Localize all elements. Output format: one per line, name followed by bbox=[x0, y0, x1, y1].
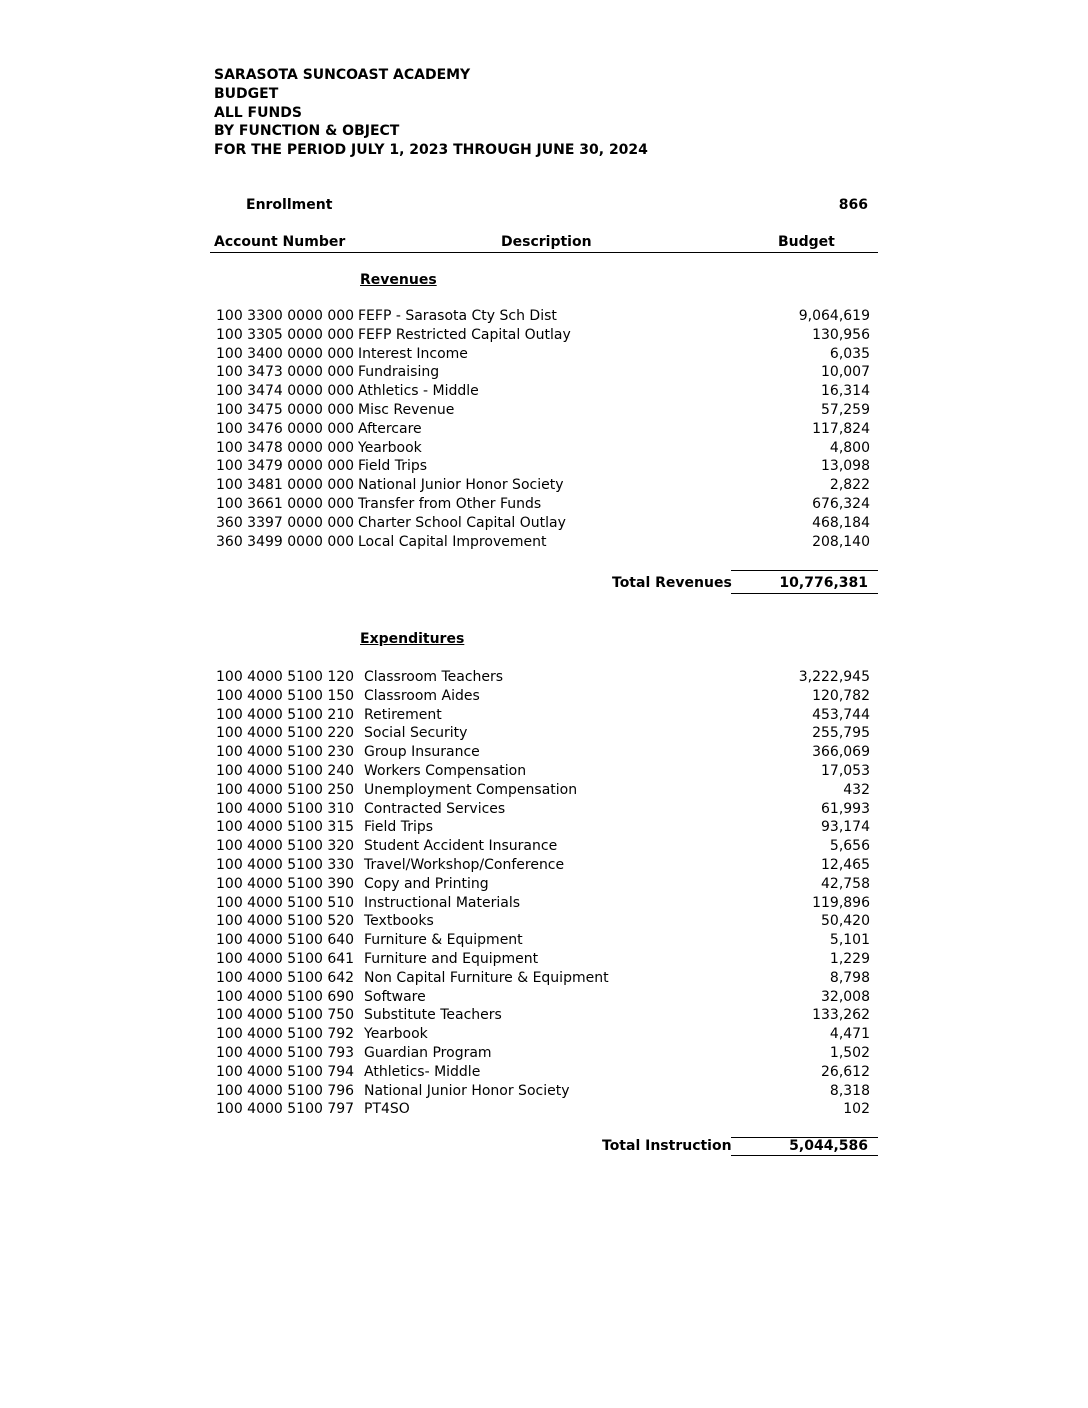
budget-amount: 5,656 bbox=[829, 838, 870, 855]
line-description: Furniture & Equipment bbox=[364, 932, 523, 949]
budget-amount: 6,035 bbox=[829, 345, 870, 362]
line-description: Textbooks bbox=[364, 913, 434, 930]
account-number: 100 4000 5100 120 bbox=[216, 669, 355, 685]
account-number: 100 4000 5100 315 bbox=[216, 819, 355, 836]
budget-amount: 1,229 bbox=[829, 950, 870, 967]
budget-amount: 16,314 bbox=[821, 383, 870, 400]
budget-line-row bbox=[216, 800, 870, 819]
account-number: 100 4000 5100 150 bbox=[216, 687, 355, 704]
account-number: 100 3475 0000 000 bbox=[216, 401, 355, 418]
expenditures-title: Expenditures bbox=[360, 631, 465, 647]
account-number: 100 3474 0000 000 bbox=[216, 383, 355, 400]
account-number: 100 4000 5100 794 bbox=[216, 1063, 355, 1080]
budget-line-row bbox=[216, 706, 870, 725]
line-description: Charter School Capital Outlay bbox=[358, 514, 566, 531]
revenues-title: Revenues bbox=[360, 272, 437, 288]
line-description: Group Insurance bbox=[364, 744, 480, 761]
budget-amount: 32,008 bbox=[821, 988, 870, 1005]
total-revenues-label: Total Revenues bbox=[612, 575, 732, 591]
budget-line-row bbox=[216, 514, 870, 533]
account-number: 100 4000 5100 520 bbox=[216, 913, 355, 930]
line-description: Retirement bbox=[364, 706, 442, 723]
budget-line-row bbox=[216, 668, 870, 687]
account-number: 100 3478 0000 000 bbox=[216, 439, 355, 456]
header-rule bbox=[210, 252, 878, 253]
budget-line-row bbox=[216, 495, 870, 514]
budget-line-row bbox=[216, 931, 870, 950]
line-description: Substitute Teachers bbox=[364, 1007, 502, 1024]
line-description: Misc Revenue bbox=[358, 401, 455, 418]
account-number: 100 4000 5100 640 bbox=[216, 932, 355, 949]
account-number: 360 3397 0000 000 bbox=[216, 514, 355, 531]
line-description: Social Security bbox=[364, 725, 468, 742]
revenues-total-rule-top bbox=[731, 570, 878, 571]
line-description: Field Trips bbox=[358, 458, 428, 475]
budget-amount: 119,896 bbox=[812, 894, 870, 911]
budget-amount: 120,782 bbox=[812, 687, 870, 704]
line-description: Contracted Services bbox=[364, 800, 506, 817]
account-number: 100 4000 5100 792 bbox=[216, 1026, 355, 1043]
line-description: PT4SO bbox=[364, 1101, 410, 1118]
line-description: Guardian Program bbox=[364, 1044, 492, 1061]
account-number: 100 3473 0000 000 bbox=[216, 364, 355, 381]
line-description: Yearbook bbox=[364, 1026, 428, 1043]
account-number: 100 3305 0000 000 bbox=[216, 326, 355, 343]
report-grouping: BY FUNCTION & OBJECT bbox=[214, 123, 400, 140]
line-description: Transfer from Other Funds bbox=[358, 495, 542, 512]
account-number: 100 3479 0000 000 bbox=[216, 458, 355, 475]
account-number: 100 4000 5100 310 bbox=[216, 800, 355, 817]
budget-line-row bbox=[216, 1082, 870, 1101]
expenditures-list bbox=[216, 668, 870, 1119]
budget-amount: 366,069 bbox=[812, 744, 870, 761]
report-header bbox=[214, 66, 648, 160]
budget-line-row bbox=[216, 912, 870, 931]
budget-amount: 102 bbox=[843, 1101, 870, 1118]
account-number: 100 4000 5100 796 bbox=[216, 1082, 355, 1099]
line-description: Interest Income bbox=[358, 345, 468, 362]
line-description: Non Capital Furniture & Equipment bbox=[364, 969, 609, 986]
line-description: Classroom Teachers bbox=[364, 669, 504, 685]
budget-amount: 61,993 bbox=[821, 800, 870, 817]
budget-line-row bbox=[216, 345, 870, 364]
line-description: Workers Compensation bbox=[364, 762, 527, 779]
budget-line-row bbox=[216, 988, 870, 1007]
budget-amount: 50,420 bbox=[821, 913, 870, 930]
budget-amount: 3,222,945 bbox=[798, 669, 870, 685]
budget-line-row bbox=[216, 439, 870, 458]
budget-line-row bbox=[216, 1044, 870, 1063]
budget-amount: 93,174 bbox=[821, 819, 870, 836]
budget-line-row bbox=[216, 894, 870, 913]
line-description: Instructional Materials bbox=[364, 894, 521, 911]
line-description: Local Capital Improvement bbox=[358, 533, 547, 550]
line-description: Unemployment Compensation bbox=[364, 781, 578, 798]
line-description: FEFP Restricted Capital Outlay bbox=[358, 326, 571, 343]
budget-amount: 117,824 bbox=[812, 420, 870, 437]
budget-line-row bbox=[216, 382, 870, 401]
column-header-description: Description bbox=[501, 234, 592, 250]
budget-line-row bbox=[216, 1006, 870, 1025]
budget-line-row bbox=[216, 401, 870, 420]
report-period: FOR THE PERIOD JULY 1, 2023 THROUGH JUNE 30, 2024 bbox=[214, 142, 648, 159]
budget-line-row bbox=[216, 1063, 870, 1082]
budget-amount: 13,098 bbox=[821, 458, 870, 475]
line-description: Athletics - Middle bbox=[358, 383, 479, 400]
budget-line-row bbox=[216, 724, 870, 743]
account-number: 100 4000 5100 240 bbox=[216, 762, 355, 779]
line-description: National Junior Honor Society bbox=[358, 477, 564, 494]
line-description: Fundraising bbox=[358, 364, 440, 381]
account-number: 100 4000 5100 797 bbox=[216, 1101, 355, 1118]
line-description: FEFP - Sarasota Cty Sch Dist bbox=[358, 308, 557, 324]
account-number: 100 4000 5100 793 bbox=[216, 1044, 355, 1061]
budget-line-row bbox=[216, 781, 870, 800]
school-name: SARASOTA SUNCOAST ACADEMY bbox=[214, 67, 471, 83]
account-number: 100 4000 5100 690 bbox=[216, 988, 355, 1005]
column-header-budget: Budget bbox=[778, 234, 835, 250]
budget-line-row bbox=[216, 307, 870, 326]
budget-line-row bbox=[216, 420, 870, 439]
budget-amount: 1,502 bbox=[829, 1044, 870, 1061]
budget-line-row bbox=[216, 1100, 870, 1119]
revenues-total-rule-bottom bbox=[731, 593, 878, 594]
revenues-list bbox=[216, 307, 870, 551]
budget-amount: 208,140 bbox=[812, 533, 870, 550]
account-number: 100 4000 5100 390 bbox=[216, 875, 355, 892]
budget-line-row bbox=[216, 875, 870, 894]
budget-line-row bbox=[216, 969, 870, 988]
line-description: Software bbox=[364, 988, 426, 1005]
budget-line-row bbox=[216, 687, 870, 706]
account-number: 100 4000 5100 642 bbox=[216, 969, 355, 986]
enrollment-value: 866 bbox=[838, 197, 868, 213]
budget-amount: 9,064,619 bbox=[798, 308, 870, 324]
budget-amount: 26,612 bbox=[821, 1063, 870, 1080]
account-number: 100 3661 0000 000 bbox=[216, 495, 355, 512]
budget-amount: 8,798 bbox=[829, 969, 870, 986]
budget-line-row bbox=[216, 762, 870, 781]
line-description: Travel/Workshop/Conference bbox=[364, 856, 565, 873]
budget-line-row bbox=[216, 533, 870, 552]
budget-amount: 42,758 bbox=[821, 875, 870, 892]
line-description: Furniture and Equipment bbox=[364, 950, 539, 967]
account-number: 100 4000 5100 250 bbox=[216, 781, 355, 798]
budget-amount: 453,744 bbox=[812, 706, 870, 723]
budget-amount: 17,053 bbox=[821, 762, 870, 779]
fund-scope: ALL FUNDS bbox=[214, 104, 302, 121]
account-number: 100 4000 5100 320 bbox=[216, 838, 355, 855]
budget-line-row bbox=[216, 856, 870, 875]
account-number: 100 3481 0000 000 bbox=[216, 477, 355, 494]
budget-amount: 676,324 bbox=[812, 495, 870, 512]
line-description: Yearbook bbox=[358, 439, 422, 456]
budget-amount: 5,101 bbox=[829, 932, 870, 949]
line-description: Aftercare bbox=[358, 420, 422, 437]
budget-amount: 133,262 bbox=[812, 1007, 870, 1024]
line-description: Copy and Printing bbox=[364, 875, 489, 892]
budget-line-row bbox=[216, 743, 870, 762]
budget-line-row bbox=[216, 476, 870, 495]
budget-line-row bbox=[216, 457, 870, 476]
budget-line-row bbox=[216, 1025, 870, 1044]
column-header-account: Account Number bbox=[214, 234, 346, 250]
budget-amount: 468,184 bbox=[812, 514, 870, 531]
budget-line-row bbox=[216, 950, 870, 969]
instruction-total-rule-bottom bbox=[731, 1155, 878, 1156]
report-type: BUDGET bbox=[214, 85, 279, 102]
budget-amount: 2,822 bbox=[829, 477, 870, 494]
budget-line-row bbox=[216, 837, 870, 856]
line-description: National Junior Honor Society bbox=[364, 1082, 570, 1099]
line-description: Student Accident Insurance bbox=[364, 838, 558, 855]
budget-amount: 4,471 bbox=[829, 1026, 870, 1043]
line-description: Classroom Aides bbox=[364, 687, 480, 704]
total-instruction-value: 5,044,586 bbox=[789, 1138, 868, 1154]
account-number: 100 4000 5100 641 bbox=[216, 950, 355, 967]
budget-amount: 12,465 bbox=[821, 856, 870, 873]
budget-amount: 57,259 bbox=[821, 401, 870, 418]
budget-amount: 432 bbox=[843, 781, 870, 798]
account-number: 100 4000 5100 210 bbox=[216, 706, 355, 723]
account-number: 100 3476 0000 000 bbox=[216, 420, 355, 437]
budget-line-row bbox=[216, 818, 870, 837]
account-number: 360 3499 0000 000 bbox=[216, 533, 355, 550]
budget-line-row bbox=[216, 326, 870, 345]
account-number: 100 3300 0000 000 bbox=[216, 308, 355, 324]
account-number: 100 4000 5100 220 bbox=[216, 725, 355, 742]
account-number: 100 4000 5100 750 bbox=[216, 1007, 355, 1024]
account-number: 100 4000 5100 330 bbox=[216, 856, 355, 873]
budget-amount: 255,795 bbox=[812, 725, 870, 742]
budget-amount: 4,800 bbox=[829, 439, 870, 456]
budget-amount: 130,956 bbox=[812, 326, 870, 343]
total-instruction-label: Total Instruction bbox=[602, 1138, 732, 1154]
account-number: 100 4000 5100 230 bbox=[216, 744, 355, 761]
line-description: Athletics- Middle bbox=[364, 1063, 481, 1080]
line-description: Field Trips bbox=[364, 819, 434, 836]
budget-amount: 8,318 bbox=[829, 1082, 870, 1099]
account-number: 100 3400 0000 000 bbox=[216, 345, 355, 362]
total-revenues-value: 10,776,381 bbox=[779, 575, 868, 591]
account-number: 100 4000 5100 510 bbox=[216, 894, 355, 911]
budget-line-row bbox=[216, 363, 870, 382]
enrollment-label: Enrollment bbox=[246, 197, 333, 213]
budget-amount: 10,007 bbox=[821, 364, 870, 381]
